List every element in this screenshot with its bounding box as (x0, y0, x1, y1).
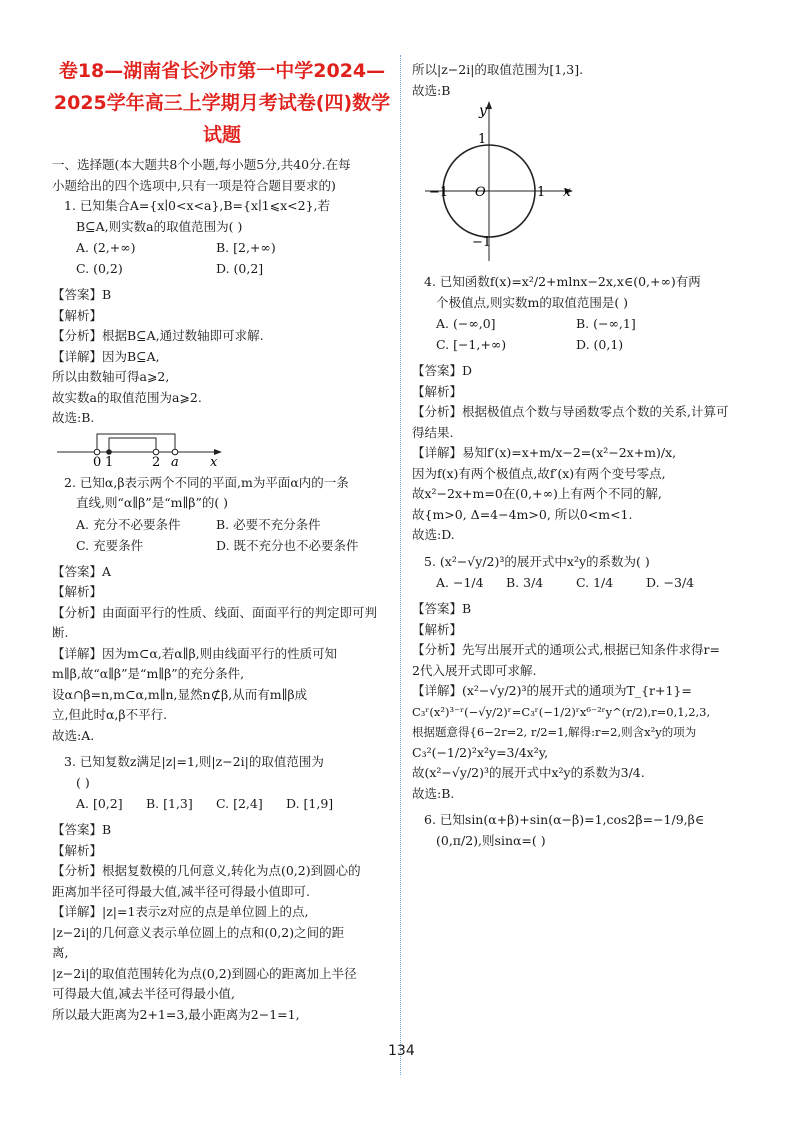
solution-heading: 【解析】 (412, 621, 463, 637)
question-5-stem: 5. (x²−√y/2)³的展开式中x²y的系数为( ) (424, 553, 650, 569)
point-a (172, 449, 178, 455)
detail-line: 【详解】因为B⊆A, (52, 348, 160, 364)
detail-line: 【详解】(x²−√y/2)³的展开式的通项为T_{r+1}= (412, 683, 692, 698)
analysis-line: 距离加半径可得最大值,减半径可得最小值即可. (52, 883, 310, 899)
tick-label: 2 (152, 454, 161, 467)
option-a: A. (−∞,0] (436, 316, 496, 331)
option-a: A. (2,+∞) (76, 240, 136, 255)
question-2-options (52, 535, 392, 556)
document-title (52, 55, 392, 151)
tick-label: 1 (105, 454, 114, 467)
detail-line: 故{m>0, Δ=4−4m>0, 所以0<m<1. (412, 506, 633, 522)
question-1-options (52, 237, 392, 258)
answer-line: 【答案】A (52, 563, 112, 579)
detail-line: 故实数a的取值范围为a⩾2. (52, 389, 202, 405)
option-b: B. 必要不充分条件 (216, 516, 321, 532)
axis-label: x (210, 454, 218, 467)
detail-line: 【详解】|z|=1表示z对应的点是单位圆上的点, (52, 904, 309, 919)
option-b: B. 3/4 (506, 575, 544, 590)
option-d: D. 既不充分也不必要条件 (216, 537, 359, 553)
question-2-stem: 2. 已知α,β表示两个不同的平面,m为平面α内的一条 (64, 474, 349, 490)
detail-line: 离, (52, 945, 69, 960)
tick-label: 1 (478, 132, 487, 147)
option-c: C. [−1,+∞) (436, 337, 507, 352)
solution-heading: 【解析】 (52, 584, 103, 599)
detail-line: 【详解】易知f′(x)=x+m/x−2=(x²−2x+m)/x, (412, 445, 677, 460)
question-5-options (412, 572, 757, 593)
question-2-stem: 直线,则“α∥β”是“m∥β”的( ) (76, 495, 229, 510)
analysis-line: 【分析】先写出展开式的通项公式,根据已知条件求得r= (412, 642, 720, 657)
solution-heading: 【解析】 (52, 307, 103, 323)
option-b: B. [1,3] (146, 796, 193, 811)
point-0 (94, 449, 100, 455)
section-heading: 一、选择题(本大题共8个小题,每小题5分,共40分.在每 (52, 157, 351, 172)
option-d: D. (0,1) (576, 337, 624, 352)
detail-line: 故选:B (412, 82, 451, 98)
detail-line: |z−2i|的几何意义表示单位圆上的点和(0,2)之间的距 (52, 924, 345, 940)
option-b: B. [2,+∞) (216, 240, 276, 255)
point-1 (106, 449, 112, 455)
answer-line: 【答案】B (412, 601, 472, 616)
question-4-options (412, 313, 757, 334)
analysis-line: 【分析】根据B⊆A,通过数轴即可求解. (52, 328, 264, 343)
option-d: D. (0,2] (216, 261, 264, 276)
detail-line: 根据题意得{6−2r=2, r/2=1,解得:r=2,则含x²y的项为 (412, 725, 697, 739)
solution-heading: 【解析】 (52, 842, 103, 858)
detail-line: 故选:D. (412, 527, 455, 542)
option-d: D. −3/4 (646, 575, 695, 590)
detail-line: C₃ʳ(x²)³⁻ʳ(−√y/2)ʳ=C₃ʳ(−1/2)ʳx⁶⁻²ʳy^(r/2),r=0,1,2,3, (412, 704, 711, 719)
question-3-stem: ( ) (76, 774, 90, 790)
tick-label: −1 (429, 185, 449, 200)
left-column (52, 55, 392, 1025)
unit-circle-figure (417, 101, 587, 266)
page-number: 134 (388, 1043, 415, 1059)
point-2 (153, 449, 159, 455)
option-c: C. (0,2) (76, 261, 123, 276)
detail-line: 立,但此时α,β不平行. (52, 707, 168, 722)
set-b-bracket (109, 438, 156, 452)
question-1-stem: 1. 已知集合A={x∣0<x<a},B={x∣1⩽x<2},若 (64, 198, 330, 213)
analysis-line: 得结果. (412, 424, 454, 440)
title-line: 2025学年高三上学期月考试卷(四)数学 (53, 92, 391, 114)
detail-line: 因为f(x)有两个极值点,故f′(x)有两个变号零点, (412, 465, 666, 481)
option-c: C. [2,4] (216, 796, 263, 811)
detail-line: 【详解】因为m⊂α,若α∥β,则由线面平行的性质可知 (52, 645, 338, 661)
option-d: D. [1,9] (286, 796, 334, 811)
detail-line: 设α∩β=n,m⊂α,m∥n,显然n⊄β,从而有m∥β成 (52, 686, 308, 702)
detail-line: 所以由数轴可得a⩾2, (52, 369, 170, 384)
analysis-line: 2代入展开式即可求解. (412, 662, 537, 678)
title-line: 卷18—湖南省长沙市第一中学2024— (58, 60, 386, 82)
section-heading: 小题给出的四个选项中,只有一项是符合题目要求的) (52, 177, 336, 193)
solution-heading: 【解析】 (412, 383, 463, 399)
detail-line: |z−2i|的取值范围转化为点(0,2)到圆心的距离加上半径 (52, 965, 357, 981)
question-4-stem: 个极值点,则实数m的取值范围是( ) (436, 294, 629, 310)
axis-label-y: y (479, 103, 487, 119)
axis-label-x: x (563, 184, 571, 200)
tick-label: a (171, 454, 179, 467)
detail-line: 可得最大值,减去半径可得最小值, (52, 986, 235, 1001)
analysis-line: 【分析】根据复数模的几何意义,转化为点(0,2)到圆心的 (52, 863, 361, 878)
detail-line: C₃²(−1/2)²x²y=3/4x²y, (412, 744, 549, 760)
detail-line: 故选:B. (412, 785, 455, 801)
answer-line: 【答案】B (52, 822, 112, 837)
tick-label: −1 (472, 235, 492, 250)
right-column (412, 60, 757, 851)
question-1-options (52, 258, 392, 279)
question-4-stem: 4. 已知函数f(x)=x²/2+mlnx−2x,x∈(0,+∞)有两 (424, 274, 701, 289)
option-a: A. −1/4 (436, 575, 484, 590)
detail-line: 故x²−2x+m=0在(0,+∞)上有两个不同的解, (412, 486, 662, 501)
origin-label: O (475, 185, 486, 200)
option-a: A. [0,2] (76, 796, 123, 811)
detail-line: m∥β,故“α∥β”是“m∥β”的充分条件, (52, 666, 245, 681)
question-1-stem: B⊆A,则实数a的取值范围为( ) (76, 218, 243, 234)
title-line: 试题 (202, 124, 241, 146)
question-3-stem: 3. 已知复数z满足|z|=1,则|z−2i|的取值范围为 (64, 754, 324, 769)
column-divider (400, 55, 401, 1075)
analysis-line: 【分析】由面面平行的性质、线面、面面平行的判定即可判 (52, 604, 378, 620)
question-2-options (52, 514, 392, 535)
detail-line: 所以最大距离为2+1=3,最小距离为2−1=1, (52, 1006, 300, 1022)
option-a: A. 充分不必要条件 (76, 516, 181, 532)
question-6-stem: 6. 已知sin(α+β)+sin(α−β)=1,cos2β=−1/9,β∈ (424, 812, 705, 827)
tick-label: 0 (93, 454, 102, 467)
detail-line: 故(x²−√y/2)³的展开式中x²y的系数为3/4. (412, 765, 645, 780)
option-b: B. (−∞,1] (576, 316, 636, 331)
question-3-options (52, 793, 392, 814)
option-c: C. 充要条件 (76, 537, 144, 553)
number-line-figure (52, 431, 232, 467)
option-c: C. 1/4 (576, 575, 614, 590)
detail-line: 故选:B. (52, 410, 95, 425)
analysis-line: 断. (52, 625, 69, 640)
detail-line: 故选:A. (52, 727, 95, 743)
question-4-options (412, 334, 757, 355)
tick-label: 1 (537, 185, 546, 200)
detail-line: 所以|z−2i|的取值范围为[1,3]. (412, 62, 584, 77)
question-6-stem: (0,π/2),则sinα=( ) (436, 832, 546, 848)
answer-line: 【答案】B (52, 287, 112, 302)
analysis-line: 【分析】根据极值点个数与导函数零点个数的关系,计算可 (412, 404, 729, 419)
answer-line: 【答案】D (412, 363, 473, 378)
